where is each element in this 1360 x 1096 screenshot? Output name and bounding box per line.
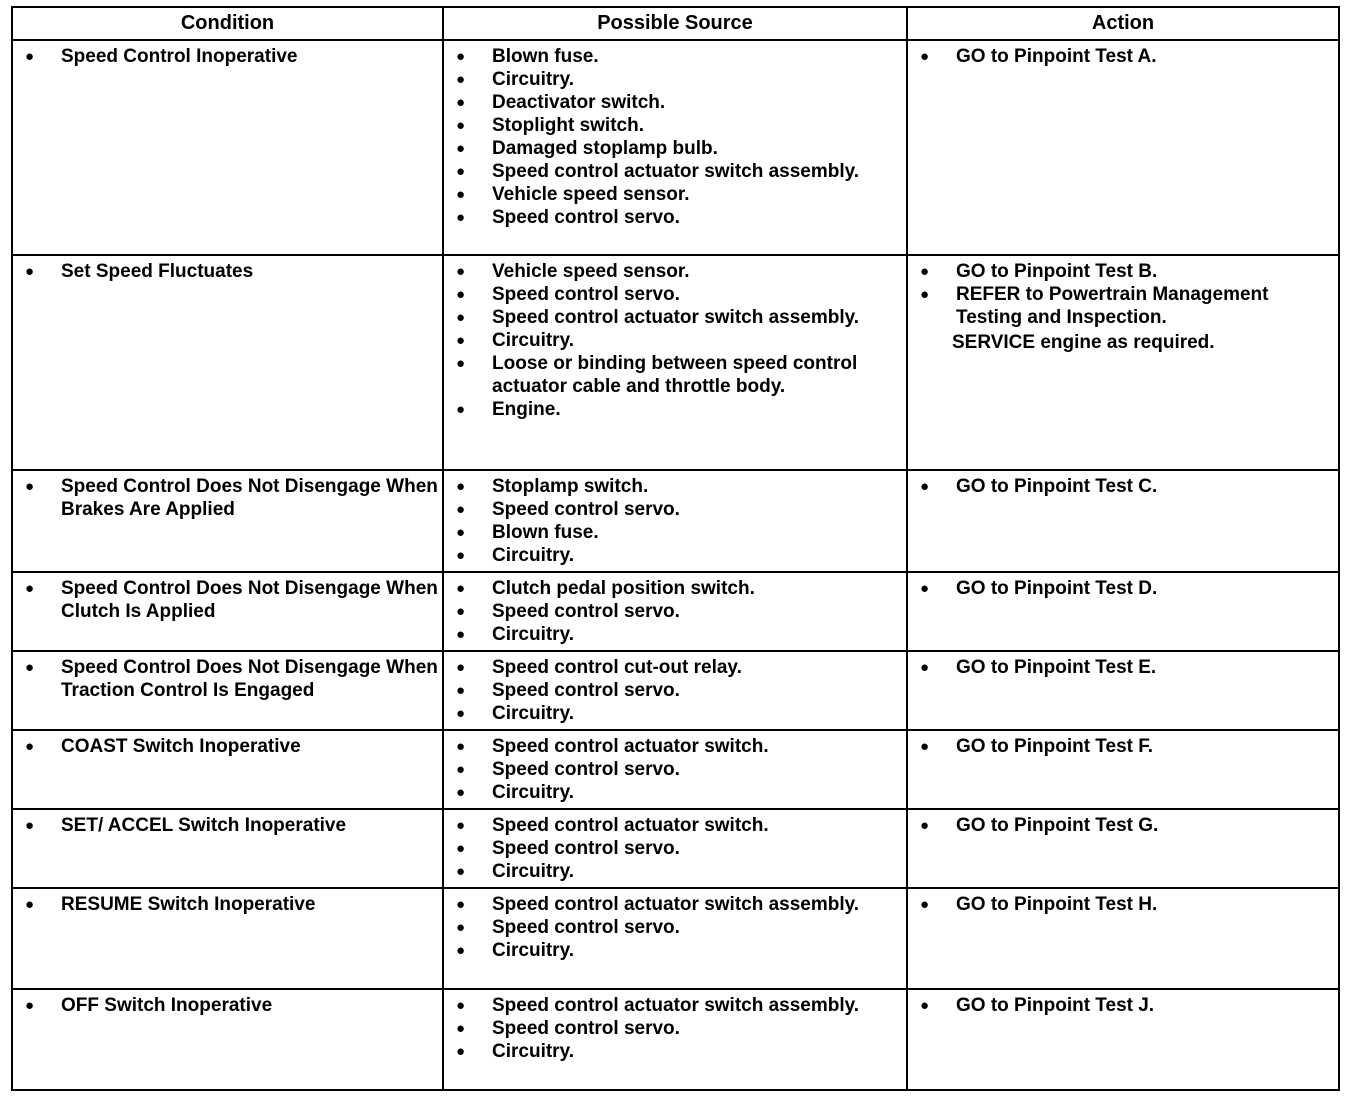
source-item: ● Speed control servo. [444, 916, 906, 939]
action-cell [907, 730, 1339, 809]
source-item: ● Engine. [444, 398, 906, 421]
condition-text: ● OFF Switch Inoperative [13, 994, 442, 1017]
source-cell [443, 255, 907, 470]
table-row [12, 572, 1339, 651]
header-row [12, 7, 1339, 40]
source-cell [443, 730, 907, 809]
source-item: ● Stoplight switch. [444, 114, 906, 137]
action-item: ● GO to Pinpoint Test B. [908, 260, 1338, 283]
action-cell [907, 40, 1339, 255]
action-cell [907, 651, 1339, 730]
source-item: ● Speed control servo. [444, 283, 906, 306]
action-item: ● GO to Pinpoint Test C. [908, 475, 1338, 498]
source-item: ● Damaged stoplamp bulb. [444, 137, 906, 160]
condition-cell [12, 470, 443, 572]
action-cell [907, 888, 1339, 989]
source-cell [443, 651, 907, 730]
condition-cell [12, 888, 443, 989]
condition-cell [12, 255, 443, 470]
source-item: ● Blown fuse. [444, 521, 906, 544]
action-note: SERVICE engine as required. [952, 332, 1215, 353]
source-cell [443, 809, 907, 888]
source-cell [443, 40, 907, 255]
action-cell [907, 809, 1339, 888]
action-item: ● GO to Pinpoint Test D. [908, 577, 1338, 600]
condition-cell [12, 651, 443, 730]
source-item: ● Speed control actuator switch assembly. [444, 306, 906, 329]
source-item: ● Circuitry. [444, 68, 906, 91]
table-row [12, 989, 1339, 1090]
table-row [12, 730, 1339, 809]
table-row [12, 40, 1339, 255]
source-item: ● Deactivator switch. [444, 91, 906, 114]
action-cell [907, 989, 1339, 1090]
source-item: ● Speed control actuator switch assembly. [444, 160, 906, 183]
source-item: ● Circuitry. [444, 1040, 906, 1063]
action-cell [907, 255, 1339, 470]
action-item: ● GO to Pinpoint Test G. [908, 814, 1338, 837]
condition-cell [12, 572, 443, 651]
source-item: ● Circuitry. [444, 544, 906, 567]
source-cell [443, 888, 907, 989]
table-row [12, 470, 1339, 572]
source-item: ● Speed control servo. [444, 600, 906, 623]
source-item: ● Speed control servo. [444, 498, 906, 521]
source-item: ● Speed control actuator switch. [444, 814, 906, 837]
source-item: ● Loose or binding between speed control actuator cable and throttle body. [444, 352, 906, 398]
condition-text: ● Set Speed Fluctuates [13, 260, 442, 283]
source-cell [443, 572, 907, 651]
source-item: ● Stoplamp switch. [444, 475, 906, 498]
condition-text: ● Speed Control Does Not Disengage When Clutch Is Applied [13, 577, 442, 623]
condition-text: ● COAST Switch Inoperative [13, 735, 442, 758]
condition-cell [12, 730, 443, 809]
source-item: ● Speed control actuator switch assembly. [444, 994, 906, 1017]
condition-text: ● Speed Control Does Not Disengage When Brakes Are Applied [13, 475, 442, 521]
condition-cell [12, 989, 443, 1090]
action-cell [907, 470, 1339, 572]
source-item: ● Speed control servo. [444, 206, 906, 229]
source-item: ● Speed control servo. [444, 1017, 906, 1040]
table-row [12, 809, 1339, 888]
source-item: ● Circuitry. [444, 702, 906, 725]
condition-text: ● Speed Control Inoperative [13, 45, 442, 68]
source-item: ● Blown fuse. [444, 45, 906, 68]
condition-cell [12, 809, 443, 888]
source-item: ● Speed control servo. [444, 679, 906, 702]
diagnosis-table [11, 6, 1340, 1091]
condition-text: ● Speed Control Does Not Disengage When Traction Control Is Engaged [13, 656, 442, 702]
table-row [12, 888, 1339, 989]
source-item: ● Clutch pedal position switch. [444, 577, 906, 600]
header-condition: Condition [12, 7, 443, 40]
source-cell [443, 989, 907, 1090]
source-item: ● Circuitry. [444, 781, 906, 804]
source-item: ● Speed control cut-out relay. [444, 656, 906, 679]
source-item: ● Vehicle speed sensor. [444, 183, 906, 206]
condition-cell [12, 40, 443, 255]
action-cell [907, 572, 1339, 651]
header-source: Possible Source [443, 7, 907, 40]
source-item: ● Speed control actuator switch. [444, 735, 906, 758]
source-item: ● Vehicle speed sensor. [444, 260, 906, 283]
source-cell [443, 470, 907, 572]
action-item: ● GO to Pinpoint Test F. [908, 735, 1338, 758]
source-item: ● Speed control servo. [444, 758, 906, 781]
action-item: ● GO to Pinpoint Test A. [908, 45, 1338, 68]
action-item: ● GO to Pinpoint Test E. [908, 656, 1338, 679]
action-item: ● GO to Pinpoint Test J. [908, 994, 1338, 1017]
source-item: ● Circuitry. [444, 623, 906, 646]
source-item: ● Circuitry. [444, 939, 906, 962]
source-item: ● Circuitry. [444, 860, 906, 883]
source-item: ● Circuitry. [444, 329, 906, 352]
source-item: ● Speed control actuator switch assembly. [444, 893, 906, 916]
action-item: ● GO to Pinpoint Test H. [908, 893, 1338, 916]
source-item: ● Speed control servo. [444, 837, 906, 860]
condition-text: ● SET/ ACCEL Switch Inoperative [13, 814, 442, 837]
action-item: ● REFER to Powertrain Management Testing and Inspection. [908, 283, 1338, 329]
table-row [12, 255, 1339, 470]
table-row [12, 651, 1339, 730]
header-action: Action [907, 7, 1339, 40]
condition-text: ● RESUME Switch Inoperative [13, 893, 442, 916]
